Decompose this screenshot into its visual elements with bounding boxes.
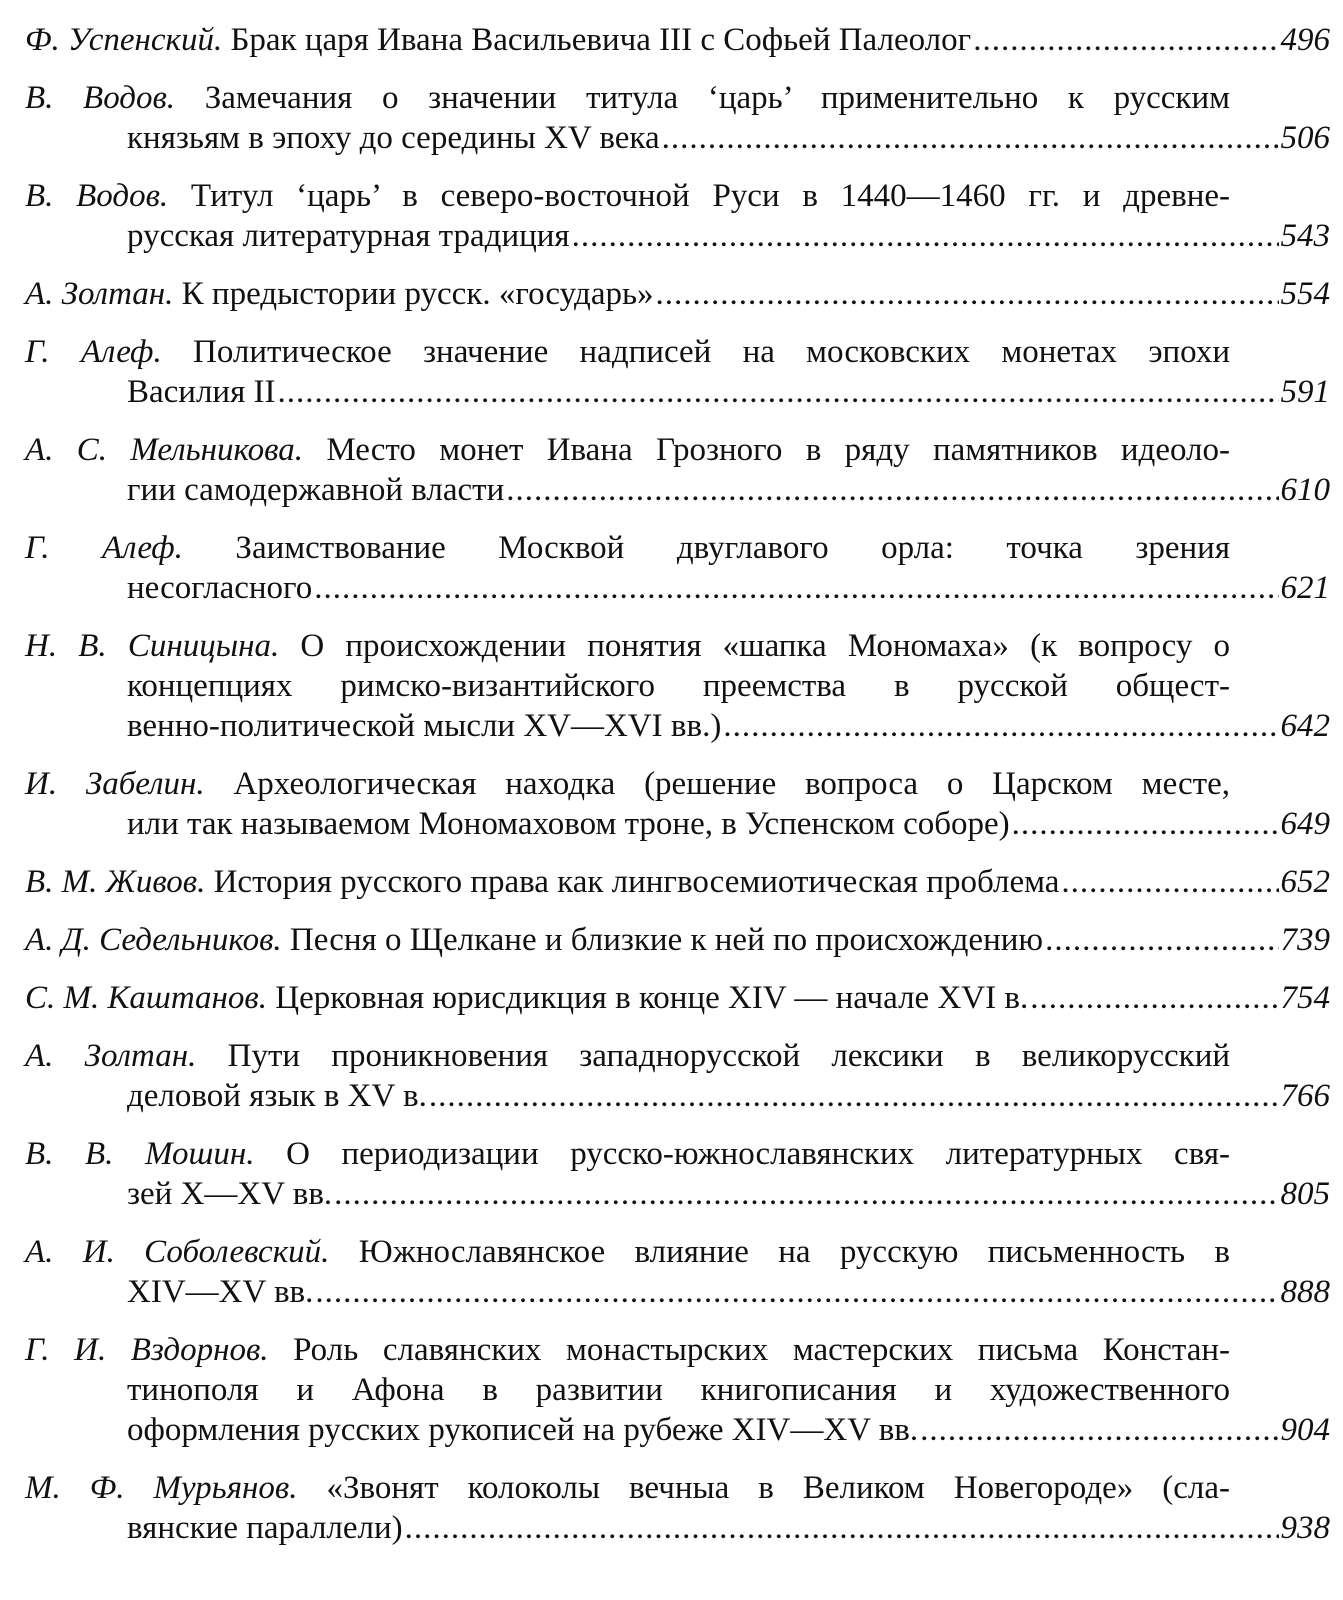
title-last-line bbox=[127, 470, 1330, 510]
toc-entry-text bbox=[25, 274, 1330, 314]
title-text: XIV—XV вв. bbox=[127, 1274, 314, 1310]
page-number: 642 bbox=[1280, 708, 1330, 744]
author-name: В. Водов. bbox=[25, 178, 169, 214]
toc-entry-text bbox=[25, 78, 1330, 158]
toc-entry bbox=[25, 332, 1330, 412]
dot-leader bbox=[429, 1076, 1279, 1116]
toc-entry bbox=[25, 274, 1330, 314]
title-line bbox=[25, 920, 1043, 960]
title-text: Песня о Щелкане и близкие к ней по происхождению bbox=[289, 922, 1044, 958]
page-number: 888 bbox=[1280, 1274, 1330, 1310]
title-text: Пути проникновения западнорусской лексики в великорусский bbox=[227, 1038, 1231, 1074]
title-last-line bbox=[127, 1508, 1330, 1548]
dot-leader bbox=[662, 118, 1279, 158]
author-name: А. Золтан. bbox=[25, 1038, 197, 1074]
title-last-line bbox=[25, 20, 1330, 60]
toc-entry bbox=[25, 1330, 1330, 1450]
title-text: вянские параллели) bbox=[127, 1510, 403, 1546]
toc-entry-text bbox=[25, 1134, 1330, 1214]
title-text: Археологическая находка (решение вопроса о Царском месте, bbox=[233, 766, 1230, 802]
dot-leader bbox=[314, 568, 1278, 608]
page-number: 739 bbox=[1280, 922, 1330, 958]
title-text: Василия II bbox=[127, 374, 276, 410]
toc-entry bbox=[25, 20, 1330, 60]
title-text: Политическое значение надписей на московских монетах эпохи bbox=[193, 334, 1230, 370]
title-last-line bbox=[127, 804, 1330, 844]
toc-entry-text bbox=[25, 528, 1330, 608]
toc-entry-text bbox=[25, 978, 1330, 1018]
toc-entry bbox=[25, 1468, 1330, 1548]
toc-entry bbox=[25, 176, 1330, 256]
page-number: 649 bbox=[1280, 806, 1330, 842]
dot-leader bbox=[405, 1508, 1279, 1548]
toc-entry-text bbox=[25, 1468, 1330, 1548]
title-text: оформления русских рукописей на рубеже XIV—XV вв. bbox=[127, 1412, 919, 1448]
title-text: Брак царя Ивана Васильевича III с Софьей Палеолог bbox=[230, 22, 972, 58]
author-name: В. Водов. bbox=[25, 80, 176, 116]
dot-leader bbox=[315, 1272, 1278, 1312]
dot-leader bbox=[1045, 920, 1278, 960]
page-number: 591 bbox=[1280, 374, 1330, 410]
title-text: Место монет Ивана Грозного в ряду памятников идеоло- bbox=[326, 432, 1231, 468]
dot-leader bbox=[278, 372, 1279, 412]
page-number: 766 bbox=[1280, 1078, 1330, 1114]
title-line bbox=[25, 1330, 1330, 1410]
author-name: Н. В. Синицына. bbox=[25, 628, 280, 664]
title-last-line bbox=[127, 1076, 1330, 1116]
page-number: 652 bbox=[1280, 864, 1330, 900]
title-text: тинополя и Афона в развитии книгописания и художественного bbox=[127, 1372, 1230, 1408]
toc-entry bbox=[25, 1232, 1330, 1312]
toc-entry-text bbox=[25, 1232, 1330, 1312]
title-text: Церковная юрисдикция в конце XIV — начале XVI в. bbox=[275, 980, 1029, 1016]
dot-leader bbox=[656, 274, 1279, 314]
toc-entry-text bbox=[25, 862, 1330, 902]
author-name: А. И. Соболевский. bbox=[25, 1234, 330, 1270]
page-number: 904 bbox=[1280, 1412, 1330, 1448]
author-name: М. Ф. Мурьянов. bbox=[25, 1470, 298, 1506]
page-number: 938 bbox=[1280, 1510, 1330, 1546]
title-last-line bbox=[127, 372, 1330, 412]
page-number: 554 bbox=[1280, 276, 1330, 312]
title-last-line bbox=[127, 1272, 1330, 1312]
dot-leader bbox=[973, 20, 1278, 60]
author-name: С. М. Каштанов. bbox=[25, 980, 268, 1016]
author-name: А. Золтан. bbox=[25, 276, 174, 312]
title-line bbox=[25, 78, 1330, 118]
title-line bbox=[25, 1036, 1330, 1076]
title-last-line bbox=[127, 1174, 1330, 1214]
toc-entry bbox=[25, 528, 1330, 608]
title-line bbox=[25, 528, 1330, 568]
toc-entry bbox=[25, 764, 1330, 844]
title-text: Южнославянское влияние на русскую письменность в bbox=[358, 1234, 1231, 1270]
dot-leader bbox=[572, 216, 1279, 256]
toc-entry-text bbox=[25, 20, 1330, 60]
title-text: несогласного bbox=[127, 570, 313, 606]
title-line bbox=[25, 176, 1330, 216]
toc-entry-text bbox=[25, 430, 1330, 510]
dot-leader bbox=[723, 706, 1278, 746]
toc-entry bbox=[25, 920, 1330, 960]
toc-entry-text bbox=[25, 920, 1330, 960]
dot-leader bbox=[1030, 978, 1278, 1018]
toc-entry-text bbox=[25, 764, 1330, 844]
author-name: Г. Алеф. bbox=[25, 334, 162, 370]
toc-entry-text bbox=[25, 1330, 1330, 1450]
title-last-line bbox=[127, 118, 1330, 158]
page-number: 496 bbox=[1280, 22, 1330, 58]
title-line bbox=[25, 764, 1330, 804]
title-last-line bbox=[25, 920, 1330, 960]
toc-entry bbox=[25, 78, 1330, 158]
title-text: Замечания о значении титула ‘царь’ применительно к русским bbox=[204, 80, 1231, 116]
dot-leader bbox=[1012, 804, 1279, 844]
title-last-line bbox=[127, 216, 1330, 256]
page-number: 805 bbox=[1280, 1176, 1330, 1212]
title-text: венно-политической мысли XV—XVI вв.) bbox=[127, 708, 722, 744]
title-line bbox=[25, 626, 1330, 706]
title-last-line bbox=[127, 706, 1330, 746]
dot-leader bbox=[920, 1410, 1278, 1450]
title-text: Роль славянских монастырских мастерских письма Констан- bbox=[293, 1332, 1231, 1368]
title-line bbox=[25, 274, 654, 314]
title-line bbox=[25, 978, 1028, 1018]
title-line bbox=[25, 430, 1330, 470]
title-last-line bbox=[25, 862, 1330, 902]
toc-entry-text bbox=[25, 332, 1330, 412]
author-name: Г. И. Вздорнов. bbox=[25, 1332, 269, 1368]
title-text: «Звонят колоколы вечныа в Великом Новегороде» (сла- bbox=[326, 1470, 1230, 1506]
author-name: В. В. Мошин. bbox=[25, 1136, 255, 1172]
title-line bbox=[25, 1468, 1330, 1508]
page-number: 543 bbox=[1280, 218, 1330, 254]
title-line bbox=[25, 1134, 1330, 1174]
title-last-line bbox=[127, 568, 1330, 608]
title-last-line bbox=[127, 1410, 1330, 1450]
title-text: князьям в эпоху до середины XV века bbox=[127, 120, 660, 156]
title-last-line bbox=[25, 978, 1330, 1018]
title-text: К предыстории русск. «государь» bbox=[181, 276, 654, 312]
title-line bbox=[25, 332, 1330, 372]
title-text: деловой язык в XV в. bbox=[127, 1078, 427, 1114]
author-name: Г. Алеф. bbox=[25, 530, 183, 566]
page-number: 621 bbox=[1280, 570, 1330, 606]
title-text: русская литературная традиция bbox=[127, 218, 570, 254]
page-number: 610 bbox=[1280, 472, 1330, 508]
author-name: В. М. Живов. bbox=[25, 864, 206, 900]
toc-entry bbox=[25, 430, 1330, 510]
toc-entry bbox=[25, 862, 1330, 902]
title-text: Заимствование Москвой двуглавого орла: точка зрения bbox=[235, 530, 1231, 566]
title-line bbox=[25, 20, 971, 60]
page-number: 754 bbox=[1280, 980, 1330, 1016]
title-text: Титул ‘царь’ в северо-восточной Руси в 1440—1460 гг. и древне- bbox=[190, 178, 1230, 214]
title-text: гии самодержавной власти bbox=[127, 472, 505, 508]
title-text: О периодизации русско-южнославянских литературных свя- bbox=[286, 1136, 1231, 1172]
title-text: История русского права как лингвосемиотическая проблема bbox=[213, 864, 1060, 900]
title-text: или так называемом Мономаховом троне, в Успенском соборе) bbox=[127, 806, 1010, 842]
title-text: О происхождении понятия «шапка Мономаха» (к вопросу bbox=[300, 628, 1193, 664]
toc-entry bbox=[25, 1134, 1330, 1214]
title-text: о концепциях римско-византийского преемства в русской общест- bbox=[127, 628, 1231, 704]
title-line bbox=[25, 1232, 1330, 1272]
toc-entry bbox=[25, 978, 1330, 1018]
dot-leader bbox=[506, 470, 1278, 510]
author-name: А. Д. Седельников. bbox=[25, 922, 282, 958]
toc-entry-text bbox=[25, 626, 1330, 746]
author-name: Ф. Успенский. bbox=[25, 22, 223, 58]
toc-entry bbox=[25, 626, 1330, 746]
page-number: 506 bbox=[1280, 120, 1330, 156]
author-name: И. Забелин. bbox=[25, 766, 205, 802]
title-line bbox=[25, 862, 1059, 902]
toc-entry-text bbox=[25, 176, 1330, 256]
toc-entry-text bbox=[25, 1036, 1330, 1116]
title-last-line bbox=[25, 274, 1330, 314]
author-name: А. С. Мельникова. bbox=[25, 432, 304, 468]
title-text: зей X—XV вв. bbox=[127, 1176, 333, 1212]
dot-leader bbox=[1061, 862, 1278, 902]
toc-entry bbox=[25, 1036, 1330, 1116]
dot-leader bbox=[334, 1174, 1278, 1214]
